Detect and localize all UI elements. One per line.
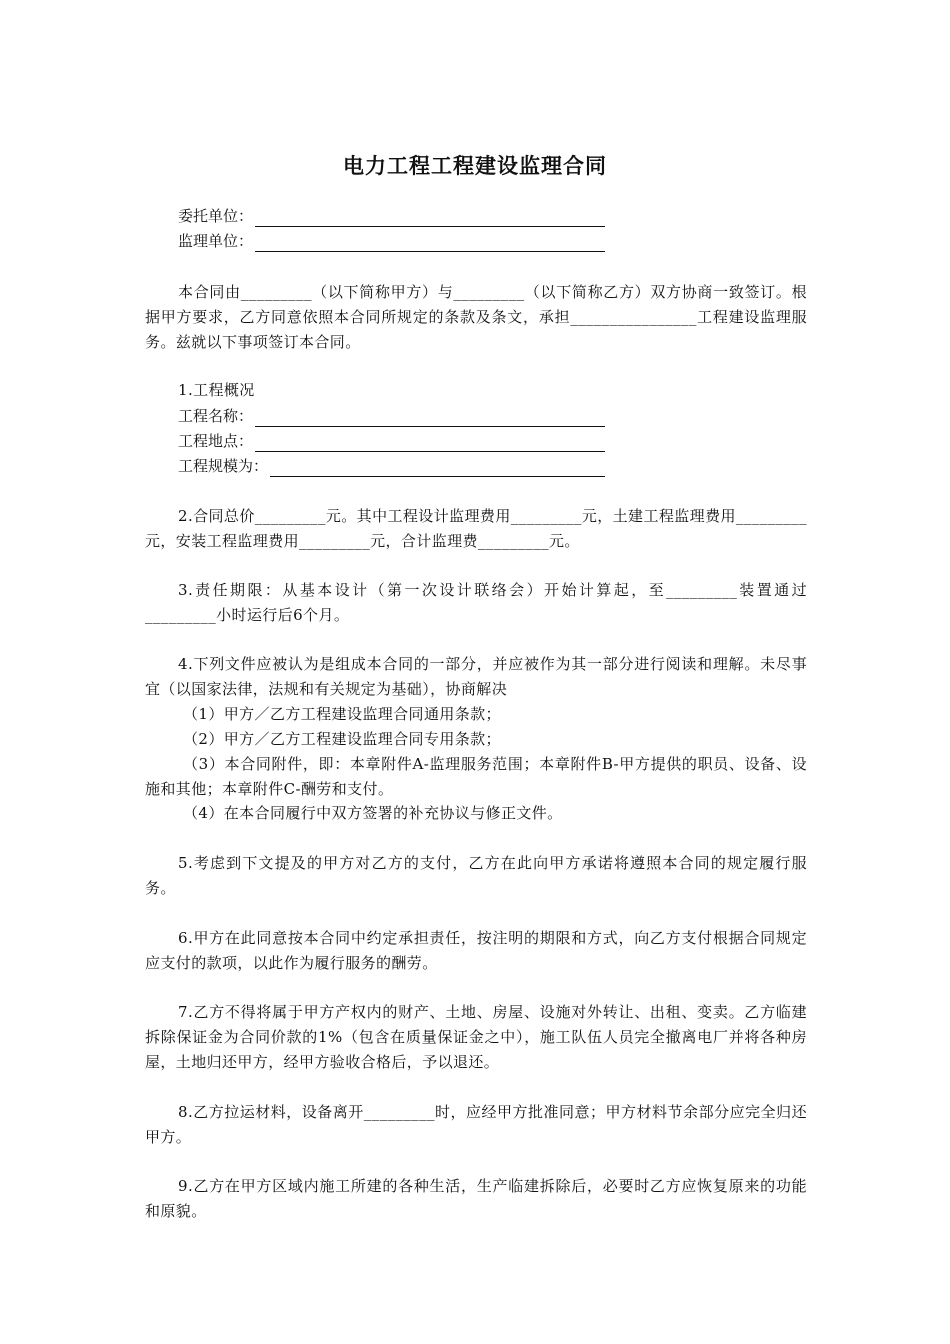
project-scale-blank-line (270, 460, 605, 477)
project-location-blank-line (255, 435, 605, 452)
section-4-item: （1）甲方／乙方工程建设监理合同通用条款； (183, 705, 501, 723)
section-2-paragraph: 2.合同总价_________元。其中工程设计监理费用_________元，土建工程监理费用_________元，安装工程监理费用_________元，合计监理费_________元。 (145, 507, 807, 550)
section-6-paragraph: 6.甲方在此同意按本合同中约定承担责任，按注明的期限和方式，向乙方支付根据合同规定应支付的款项，以此作为履行服务的酬劳。 (145, 929, 807, 972)
client-label: 委托单位： (178, 207, 254, 225)
client-blank-line (255, 210, 605, 227)
intro-paragraph: 本合同由_________（以下简称甲方）与_________（以下简称乙方）双方协商一致签订。根据甲方要求，乙方同意依照本合同所规定的条款及条文，承担________________工程建设监理服务。兹就以下事项签订本合同。 (145, 283, 807, 351)
section-7-paragraph: 7.乙方不得将属于甲方产权内的财产、土地、房屋、设施对外转让、出租、变卖。乙方临建拆除保证金为合同价款的1%（包含在质量保证金之中），施工队伍人员完全撤离电厂并将各种房屋，土地归还甲方，经甲方验收合格后，予以退还。 (145, 1003, 807, 1071)
section-4-item: （3）本合同附件，即：本章附件A-监理服务范围；本章附件B-甲方提供的职员、设备、设施和其他；本章附件C-酬劳和支付。 (145, 755, 807, 798)
supervisor-blank-line (255, 235, 605, 252)
section-9-paragraph: 9.乙方在甲方区域内施工所建的各种生活，生产临建拆除后，必要时乙方应恢复原来的功能和原貌。 (145, 1177, 807, 1220)
project-location-label: 工程地点： (178, 432, 254, 450)
section-3-paragraph: 3.责任期限：从基本设计（第一次设计联络会）开始计算起，至_________装置通过_________小时运行后6个月。 (145, 581, 807, 624)
project-scale-label: 工程规模为： (178, 457, 269, 475)
supervisor-field (178, 230, 605, 252)
section-5-paragraph: 5.考虑到下文提及的甲方对乙方的支付，乙方在此向甲方承诺将遵照本合同的规定履行服务。 (145, 854, 807, 897)
project-name-field (178, 405, 605, 427)
project-scale-field (178, 455, 605, 477)
section-8-paragraph: 8.乙方拉运材料，设备离开_________时，应经甲方批准同意；甲方材料节余部分应完全归还甲方。 (145, 1103, 807, 1146)
section-4-item: （4）在本合同履行中双方签署的补充协议与修正文件。 (183, 804, 563, 822)
section-4-intro: 4.下列文件应被认为是组成本合同的一部分，并应被作为其一部分进行阅读和理解。未尽事宜（以国家法律，法规和有关规定为基础），协商解决 (145, 655, 807, 698)
document-title: 电力工程工程建设监理合同 (343, 154, 607, 178)
client-field (178, 205, 605, 227)
supervisor-label: 监理单位： (178, 232, 254, 250)
section-1-heading: 1.工程概况 (178, 381, 255, 399)
project-name-label: 工程名称： (178, 407, 254, 425)
project-name-blank-line (255, 410, 605, 427)
section-4-item: （2）甲方／乙方工程建设监理合同专用条款； (183, 730, 501, 748)
project-location-field (178, 430, 605, 452)
